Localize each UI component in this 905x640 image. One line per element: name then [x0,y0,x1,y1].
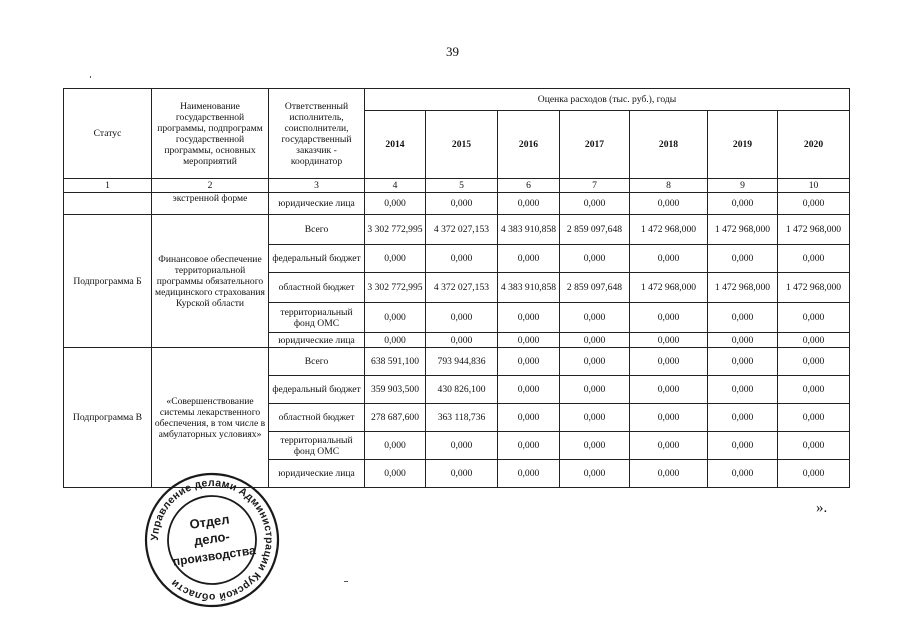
value-cell: 0,000 [630,432,708,460]
page-number: 39 [446,44,459,59]
value-cell: 0,000 [365,432,426,460]
column-number: 8 [630,179,708,193]
year-header: 2019 [708,111,778,179]
value-cell: 2 859 097,648 [560,215,630,245]
column-number: 3 [269,179,365,193]
program-name-cell: «Совершенствование системы лекарственного обеспечения, в том числе в амбулаторных условиях» [152,348,269,488]
value-cell: 0,000 [560,432,630,460]
value-cell: 0,000 [426,333,498,348]
table-row [64,215,850,245]
value-cell: 0,000 [708,376,778,404]
value-cell: 1 472 968,000 [778,215,850,245]
year-header: 2017 [560,111,630,179]
column-number: 4 [365,179,426,193]
header-estimate: Оценка расходов (тыс. руб.), годы [365,89,850,111]
value-cell: 3 302 772,995 [365,215,426,245]
scan-speck [344,581,348,582]
year-header: 2018 [630,111,708,179]
program-name-cell: экстренной форме [152,193,269,215]
value-cell: 0,000 [778,432,850,460]
column-number: 6 [498,179,560,193]
value-cell: 793 944,836 [426,348,498,376]
value-cell: 0,000 [708,432,778,460]
value-cell: 0,000 [778,303,850,333]
scan-speck [90,76,91,78]
value-cell: 0,000 [498,348,560,376]
value-cell: 1 472 968,000 [778,273,850,303]
year-header: 2015 [426,111,498,179]
funding-source-cell: федеральный бюджет [269,245,365,273]
program-name-cell: Финансовое обеспечение территориальной программы обязательного медицинского страхования Курской области [152,215,269,348]
value-cell: 0,000 [778,245,850,273]
value-cell: 4 383 910,858 [498,215,560,245]
value-cell: 0,000 [630,193,708,215]
value-cell: 0,000 [560,245,630,273]
value-cell: 0,000 [630,333,708,348]
value-cell: 0,000 [365,333,426,348]
value-cell: 278 687,600 [365,404,426,432]
value-cell: 0,000 [498,333,560,348]
funding-source-cell: Всего [269,348,365,376]
header-status: Статус [64,89,152,179]
year-header: 2020 [778,111,850,179]
value-cell: 1 472 968,000 [630,215,708,245]
value-cell: 363 118,736 [426,404,498,432]
value-cell: 1 472 968,000 [630,273,708,303]
column-number: 9 [708,179,778,193]
value-cell: 0,000 [778,193,850,215]
table-row [64,348,850,376]
value-cell: 0,000 [560,376,630,404]
value-cell: 0,000 [560,193,630,215]
value-cell: 1 472 968,000 [708,215,778,245]
closing-quote-mark: ». [816,500,828,516]
value-cell: 0,000 [630,460,708,488]
svg-text:дело-: дело- [192,528,231,549]
value-cell: 430 826,100 [426,376,498,404]
year-header: 2014 [365,111,426,179]
value-cell: 0,000 [708,303,778,333]
column-number: 7 [560,179,630,193]
svg-text:Отдел: Отдел [188,511,231,532]
funding-source-cell: федеральный бюджет [269,376,365,404]
value-cell: 0,000 [426,303,498,333]
value-cell: 1 472 968,000 [708,273,778,303]
svg-text:производства: производства [171,543,257,569]
funding-source-cell: юридические лица [269,333,365,348]
value-cell: 0,000 [426,245,498,273]
value-cell: 0,000 [560,348,630,376]
funding-source-cell: юридические лица [269,193,365,215]
value-cell: 0,000 [708,404,778,432]
funding-source-cell: Всего [269,215,365,245]
value-cell: 0,000 [426,432,498,460]
value-cell: 0,000 [708,348,778,376]
funding-source-cell: юридические лица [269,460,365,488]
value-cell: 0,000 [708,333,778,348]
expense-table [63,88,850,488]
status-cell: Подпрограмма Б [64,215,152,348]
value-cell: 638 591,100 [365,348,426,376]
value-cell: 0,000 [498,376,560,404]
value-cell: 0,000 [498,404,560,432]
value-cell: 0,000 [560,333,630,348]
funding-source-cell: территориальный фонд ОМС [269,303,365,333]
value-cell: 0,000 [708,245,778,273]
value-cell: 0,000 [365,193,426,215]
value-cell: 0,000 [630,404,708,432]
value-cell: 4 383 910,858 [498,273,560,303]
value-cell: 0,000 [426,460,498,488]
year-header: 2016 [498,111,560,179]
department-stamp [142,470,282,610]
value-cell: 0,000 [498,193,560,215]
value-cell: 0,000 [708,460,778,488]
value-cell: 0,000 [560,404,630,432]
value-cell: 2 859 097,648 [560,273,630,303]
column-number: 2 [152,179,269,193]
value-cell: 0,000 [630,245,708,273]
value-cell: 0,000 [778,404,850,432]
value-cell: 0,000 [498,432,560,460]
value-cell: 4 372 027,153 [426,215,498,245]
value-cell: 0,000 [778,333,850,348]
value-cell: 0,000 [630,348,708,376]
value-cell: 0,000 [365,303,426,333]
header-responsible: Ответственный исполнитель, соисполнители, государственный заказчик - координатор [269,89,365,179]
expense-table-container [63,88,849,488]
value-cell: 359 903,500 [365,376,426,404]
column-number: 10 [778,179,850,193]
value-cell: 0,000 [630,303,708,333]
column-number: 1 [64,179,152,193]
value-cell: 0,000 [708,193,778,215]
value-cell: 4 372 027,153 [426,273,498,303]
value-cell: 0,000 [630,376,708,404]
value-cell: 0,000 [498,245,560,273]
header-program-name: Наименование государственной программы, подпрограмм государственной программы, основных мероприятий [152,89,269,179]
value-cell: 0,000 [426,193,498,215]
value-cell: 0,000 [778,348,850,376]
table-row [64,193,850,215]
column-number: 5 [426,179,498,193]
value-cell: 3 302 772,995 [365,273,426,303]
funding-source-cell: территориальный фонд ОМС [269,432,365,460]
status-cell [64,193,152,215]
value-cell: 0,000 [498,460,560,488]
value-cell: 0,000 [778,376,850,404]
svg-text:Управление делами Администраци: Управление делами Администрации Курской области [148,476,276,604]
value-cell: 0,000 [778,460,850,488]
value-cell: 0,000 [365,460,426,488]
value-cell: 0,000 [560,303,630,333]
funding-source-cell: областной бюджет [269,404,365,432]
value-cell: 0,000 [365,245,426,273]
status-cell: Подпрограмма В [64,348,152,488]
funding-source-cell: областной бюджет [269,273,365,303]
value-cell: 0,000 [498,303,560,333]
value-cell: 0,000 [560,460,630,488]
